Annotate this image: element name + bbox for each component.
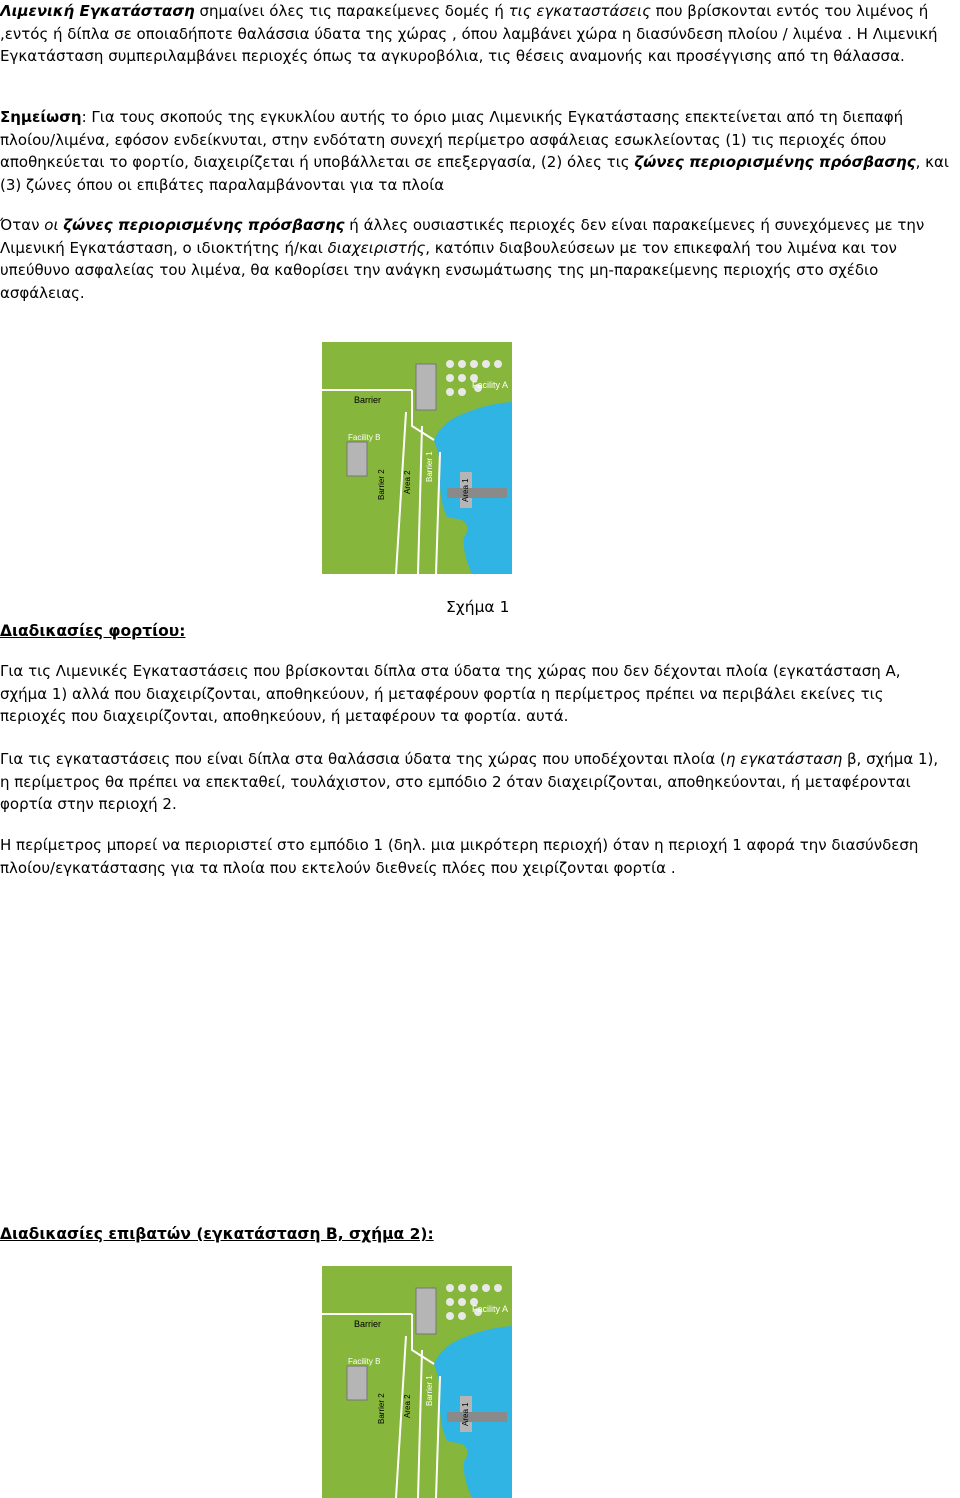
when-paragraph <box>0 214 952 304</box>
when-text-3: , κατόπιν διαβουλεύσεων με τον επικεφαλή του λιμένα και τον υπεύθυνο ασφαλείας του λιμένα, θα καθορίσει την ανάγκη ενσωμάτωσης της μη-παρακείμενης περιοχής στο σχέδιο ασφάλειας. <box>0 238 897 302</box>
cargo-paragraph-3 <box>0 834 952 879</box>
cargo-p2-italic: η εγκατάσταση <box>725 750 843 768</box>
cargo-p2-a: Για τις εγκαταστάσεις που είναι δίπλα στα θαλάσσια ύδατα της χώρας που υποδέχονται πλοία ( <box>0 750 726 768</box>
cargo-paragraph-1 <box>0 660 952 728</box>
label-barrier: Barrier <box>354 395 382 405</box>
when-oi: οι <box>44 216 64 234</box>
term-port-facility: Λιμενική Εγκατάσταση <box>0 2 195 20</box>
note-restricted-zones: ζώνες περιορισμένης πρόσβασης <box>634 153 916 171</box>
intro-text-2: που βρίσκονται εντός του λιμένος ή ,εντός ή δίπλα σε οποιαδήποτε θαλάσσια ύδατα της χώρας , όπου λαμβάνει χώρα η διασύνδεση πλοίου / λιμένα . Η Λιμενική Εγκατάσταση συμπεριλαμβάνει περιοχές όπως τα αγκυροβόλια, τις θέσεις αναμονής και προσέγγισης από τη θάλασσα. <box>0 2 938 65</box>
pier <box>447 488 507 498</box>
note-label: Σημείωση <box>0 108 82 126</box>
passenger-heading <box>0 1223 952 1246</box>
label-facility-b: Facility B <box>348 1357 381 1366</box>
facility-a-building <box>416 364 436 410</box>
label-barrier-2: Barrier 2 <box>377 469 386 500</box>
passenger-heading-text: Διαδικασίες επιβατών (εγκατάσταση Β, σχήμα 2): <box>0 1225 434 1243</box>
facility-b-building <box>347 442 367 476</box>
pier <box>447 1412 507 1422</box>
label-area-2: Area 2 <box>403 1394 412 1418</box>
label-barrier-1: Barrier 1 <box>425 451 434 482</box>
figure-2-map <box>322 1266 512 1498</box>
cargo-p3: Η περίμετρος μπορεί να περιοριστεί στο εμπόδιο 1 (δηλ. μια μικρότερη περιοχή) όταν η περιοχή 1 αφορά την διασύνδεση πλοίου/εγκατάστασης για τα πλοία που εκτελούν διεθνείς πλόες που χειρίζονται φορτία . <box>0 836 919 877</box>
label-barrier-2: Barrier 2 <box>377 1393 386 1424</box>
figure-1-caption: Σχήμα 1 <box>446 598 510 616</box>
intro-text-1: σημαίνει όλες τις παρακείμενες δομές ή <box>194 2 509 20</box>
label-facility-b: Facility B <box>348 433 381 442</box>
label-barrier: Barrier <box>354 1319 382 1329</box>
label-facility-a: Facility A <box>472 380 509 390</box>
facility-b-building <box>347 1366 367 1400</box>
cargo-heading <box>0 620 952 643</box>
intro-paragraph <box>0 0 952 68</box>
label-barrier-1: Barrier 1 <box>425 1375 434 1406</box>
cargo-p1: Για τις Λιμενικές Εγκαταστάσεις που βρίσκονται δίπλα στα ύδατα της χώρας που δεν δέχονται πλοία (εγκατάσταση Α, σχήμα 1) αλλά που διαχειρίζονται, αποθηκεύουν, ή μεταφέρουν φορτία η περίμετρος πρέπει να περιβάλει εκείνες τις περιοχές που διαχειρίζονται, αποθηκεύουν, ή μεταφέρουν τα φορτία. αυτά. <box>0 662 901 725</box>
facility-a-building <box>416 1288 436 1334</box>
figure-1-map <box>322 342 512 574</box>
note-text-1: : Για τους σκοπούς της εγκυκλίου αυτής το όριο μιας Λιμενικής Εγκατάστασης επεκτείνεται από τη διεπαφή πλοίου/λιμένα, εφόσον ενδείκνυται, στην ενδότατη συνεχή περίμετρο ασφάλειας εσωκλείοντας (1) τις περιοχές όπου αποθηκεύεται το φορτίο, διαχειρίζεται ή υποβάλλεται σε επεξεργασία, (2) όλες τις <box>0 108 904 171</box>
cargo-p2-b: β, σχήμα 1), η περίμετρος θα πρέπει να επεκταθεί, τουλάχιστον, στο εμπόδιο 2 όταν διαχειρίζονται, αποθηκεύονται, ή μεταφέρονται φορτία στην περιοχή 2. <box>0 750 939 813</box>
cargo-paragraph-2 <box>0 748 952 816</box>
note-paragraph <box>0 106 952 196</box>
intro-term-installations: τις εγκαταστάσεις <box>508 2 651 20</box>
when-restricted-zones: ζώνες περιορισμένης πρόσβασης <box>63 216 345 234</box>
note-text-2: , και (3) ζώνες όπου οι επιβάτες παραλαμβάνονται για τα πλοία <box>0 153 949 194</box>
when-text-2: ή άλλες ουσιαστικές περιοχές δεν είναι παρακείμενες ή συνεχόμενες με την Λιμενική Εγκατάσταση, ο ιδιοκτήτης ή/και <box>0 216 925 257</box>
when-text-1: Όταν <box>0 216 45 234</box>
cargo-heading-text: Διαδικασίες φορτίου: <box>0 622 186 640</box>
label-facility-a: Facility A <box>472 1304 509 1314</box>
when-operator: διαχειριστής <box>327 238 426 257</box>
label-area-1: Area 1 <box>461 1402 470 1426</box>
label-area-2: Area 2 <box>403 470 412 494</box>
label-area-1: Area 1 <box>461 478 470 502</box>
